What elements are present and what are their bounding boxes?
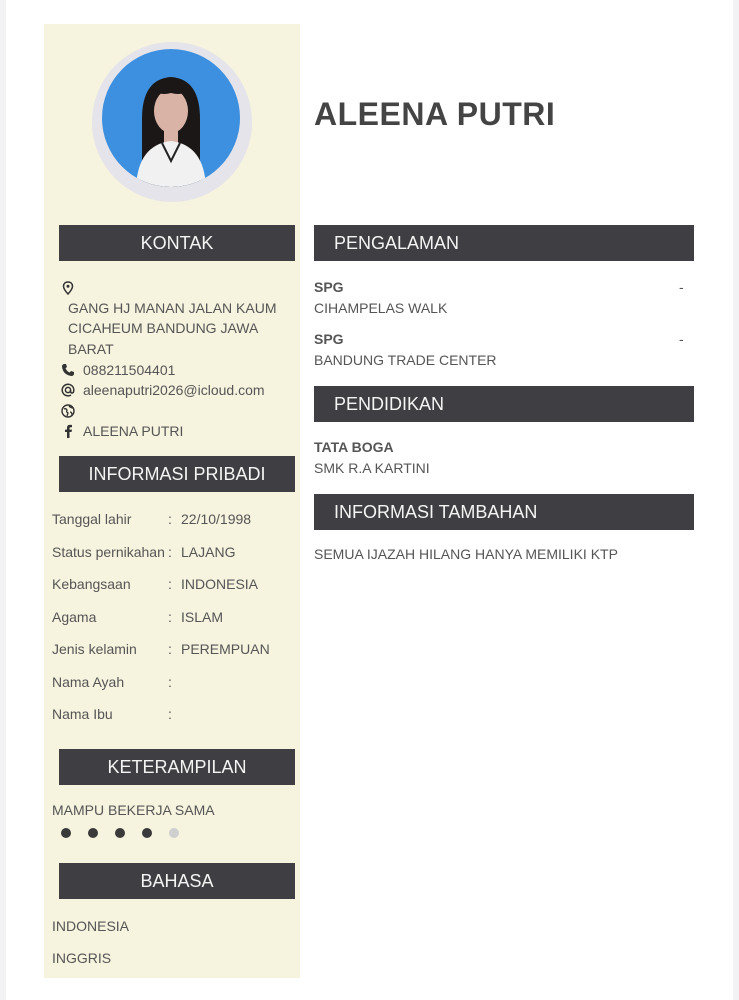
additional-info-header: INFORMASI TAMBAHAN [314, 494, 694, 530]
additional-info-text: SEMUA IJAZAH HILANG HANYA MEMILIKI KTP [314, 546, 618, 562]
location-pin-icon [60, 280, 76, 296]
row-value: ISLAM [181, 609, 224, 625]
personal-row [44, 641, 300, 661]
row-label: Tanggal lahir [52, 511, 132, 527]
contact-header: KONTAK [59, 225, 295, 261]
facebook-icon [60, 423, 76, 439]
address-line-3: BARAT [68, 341, 114, 357]
phone-icon [60, 362, 76, 378]
row-colon: : [168, 609, 172, 625]
email-address[interactable]: aleenaputri2026@icloud.com [83, 382, 265, 398]
skill-dot-filled [88, 828, 98, 838]
row-label: Nama Ayah [52, 674, 125, 690]
personal-row [44, 511, 300, 531]
phone-number[interactable]: 088211504401 [83, 362, 176, 378]
skill-dot-empty [169, 828, 179, 838]
row-colon: : [168, 576, 172, 592]
personal-info-header: INFORMASI PRIBADI [59, 456, 295, 492]
experience-place: BANDUNG TRADE CENTER [314, 352, 497, 368]
facebook-name[interactable]: ALEENA PUTRI [83, 423, 184, 439]
at-icon [60, 382, 76, 398]
education-major: TATA BOGA [314, 439, 394, 455]
row-label: Jenis kelamin [52, 641, 137, 657]
row-colon: : [168, 511, 172, 527]
row-colon: : [168, 641, 172, 657]
row-colon: : [168, 674, 172, 690]
sidebar [44, 24, 300, 978]
row-colon: : [168, 706, 172, 722]
row-value: 22/10/1998 [181, 511, 252, 527]
personal-row [44, 576, 300, 596]
row-label: Agama [52, 609, 97, 625]
row-value: PEREMPUAN [181, 641, 270, 657]
education-header: PENDIDIKAN [314, 386, 694, 422]
experience-place: CIHAMPELAS WALK [314, 300, 448, 316]
languages-header: BAHASA [59, 863, 295, 899]
experience-role: SPG [314, 279, 344, 295]
row-label: Status pernikahan [52, 544, 165, 560]
row-colon: : [168, 544, 172, 560]
language-item: INGGRIS [52, 950, 112, 966]
experience-header: PENGALAMAN [314, 225, 694, 261]
education-school: SMK R.A KARTINI [314, 460, 430, 476]
globe-icon [60, 403, 76, 419]
personal-row [44, 706, 300, 726]
address-line-2: CICAHEUM BANDUNG JAWA [68, 320, 259, 336]
skill-dot-filled [61, 828, 71, 838]
experience-period: - [679, 279, 684, 295]
skill-dot-filled [115, 828, 125, 838]
skill-dot-filled [142, 828, 152, 838]
language-item: INDONESIA [52, 918, 130, 934]
avatar [102, 49, 240, 187]
personal-row [44, 544, 300, 564]
row-label: Nama Ibu [52, 706, 113, 722]
personal-row [44, 609, 300, 629]
resume-page [6, 0, 733, 1000]
address-line-1: GANG HJ MANAN JALAN KAUM [68, 300, 277, 316]
row-value: LAJANG [181, 544, 236, 560]
skill-name: MAMPU BEKERJA SAMA [52, 802, 215, 818]
personal-row [44, 674, 300, 694]
row-value: INDONESIA [181, 576, 259, 592]
experience-role: SPG [314, 331, 344, 347]
page-title: ALEENA PUTRI [314, 96, 556, 132]
skills-header: KETERAMPILAN [59, 749, 295, 785]
row-label: Kebangsaan [52, 576, 131, 592]
experience-period: - [679, 331, 684, 347]
